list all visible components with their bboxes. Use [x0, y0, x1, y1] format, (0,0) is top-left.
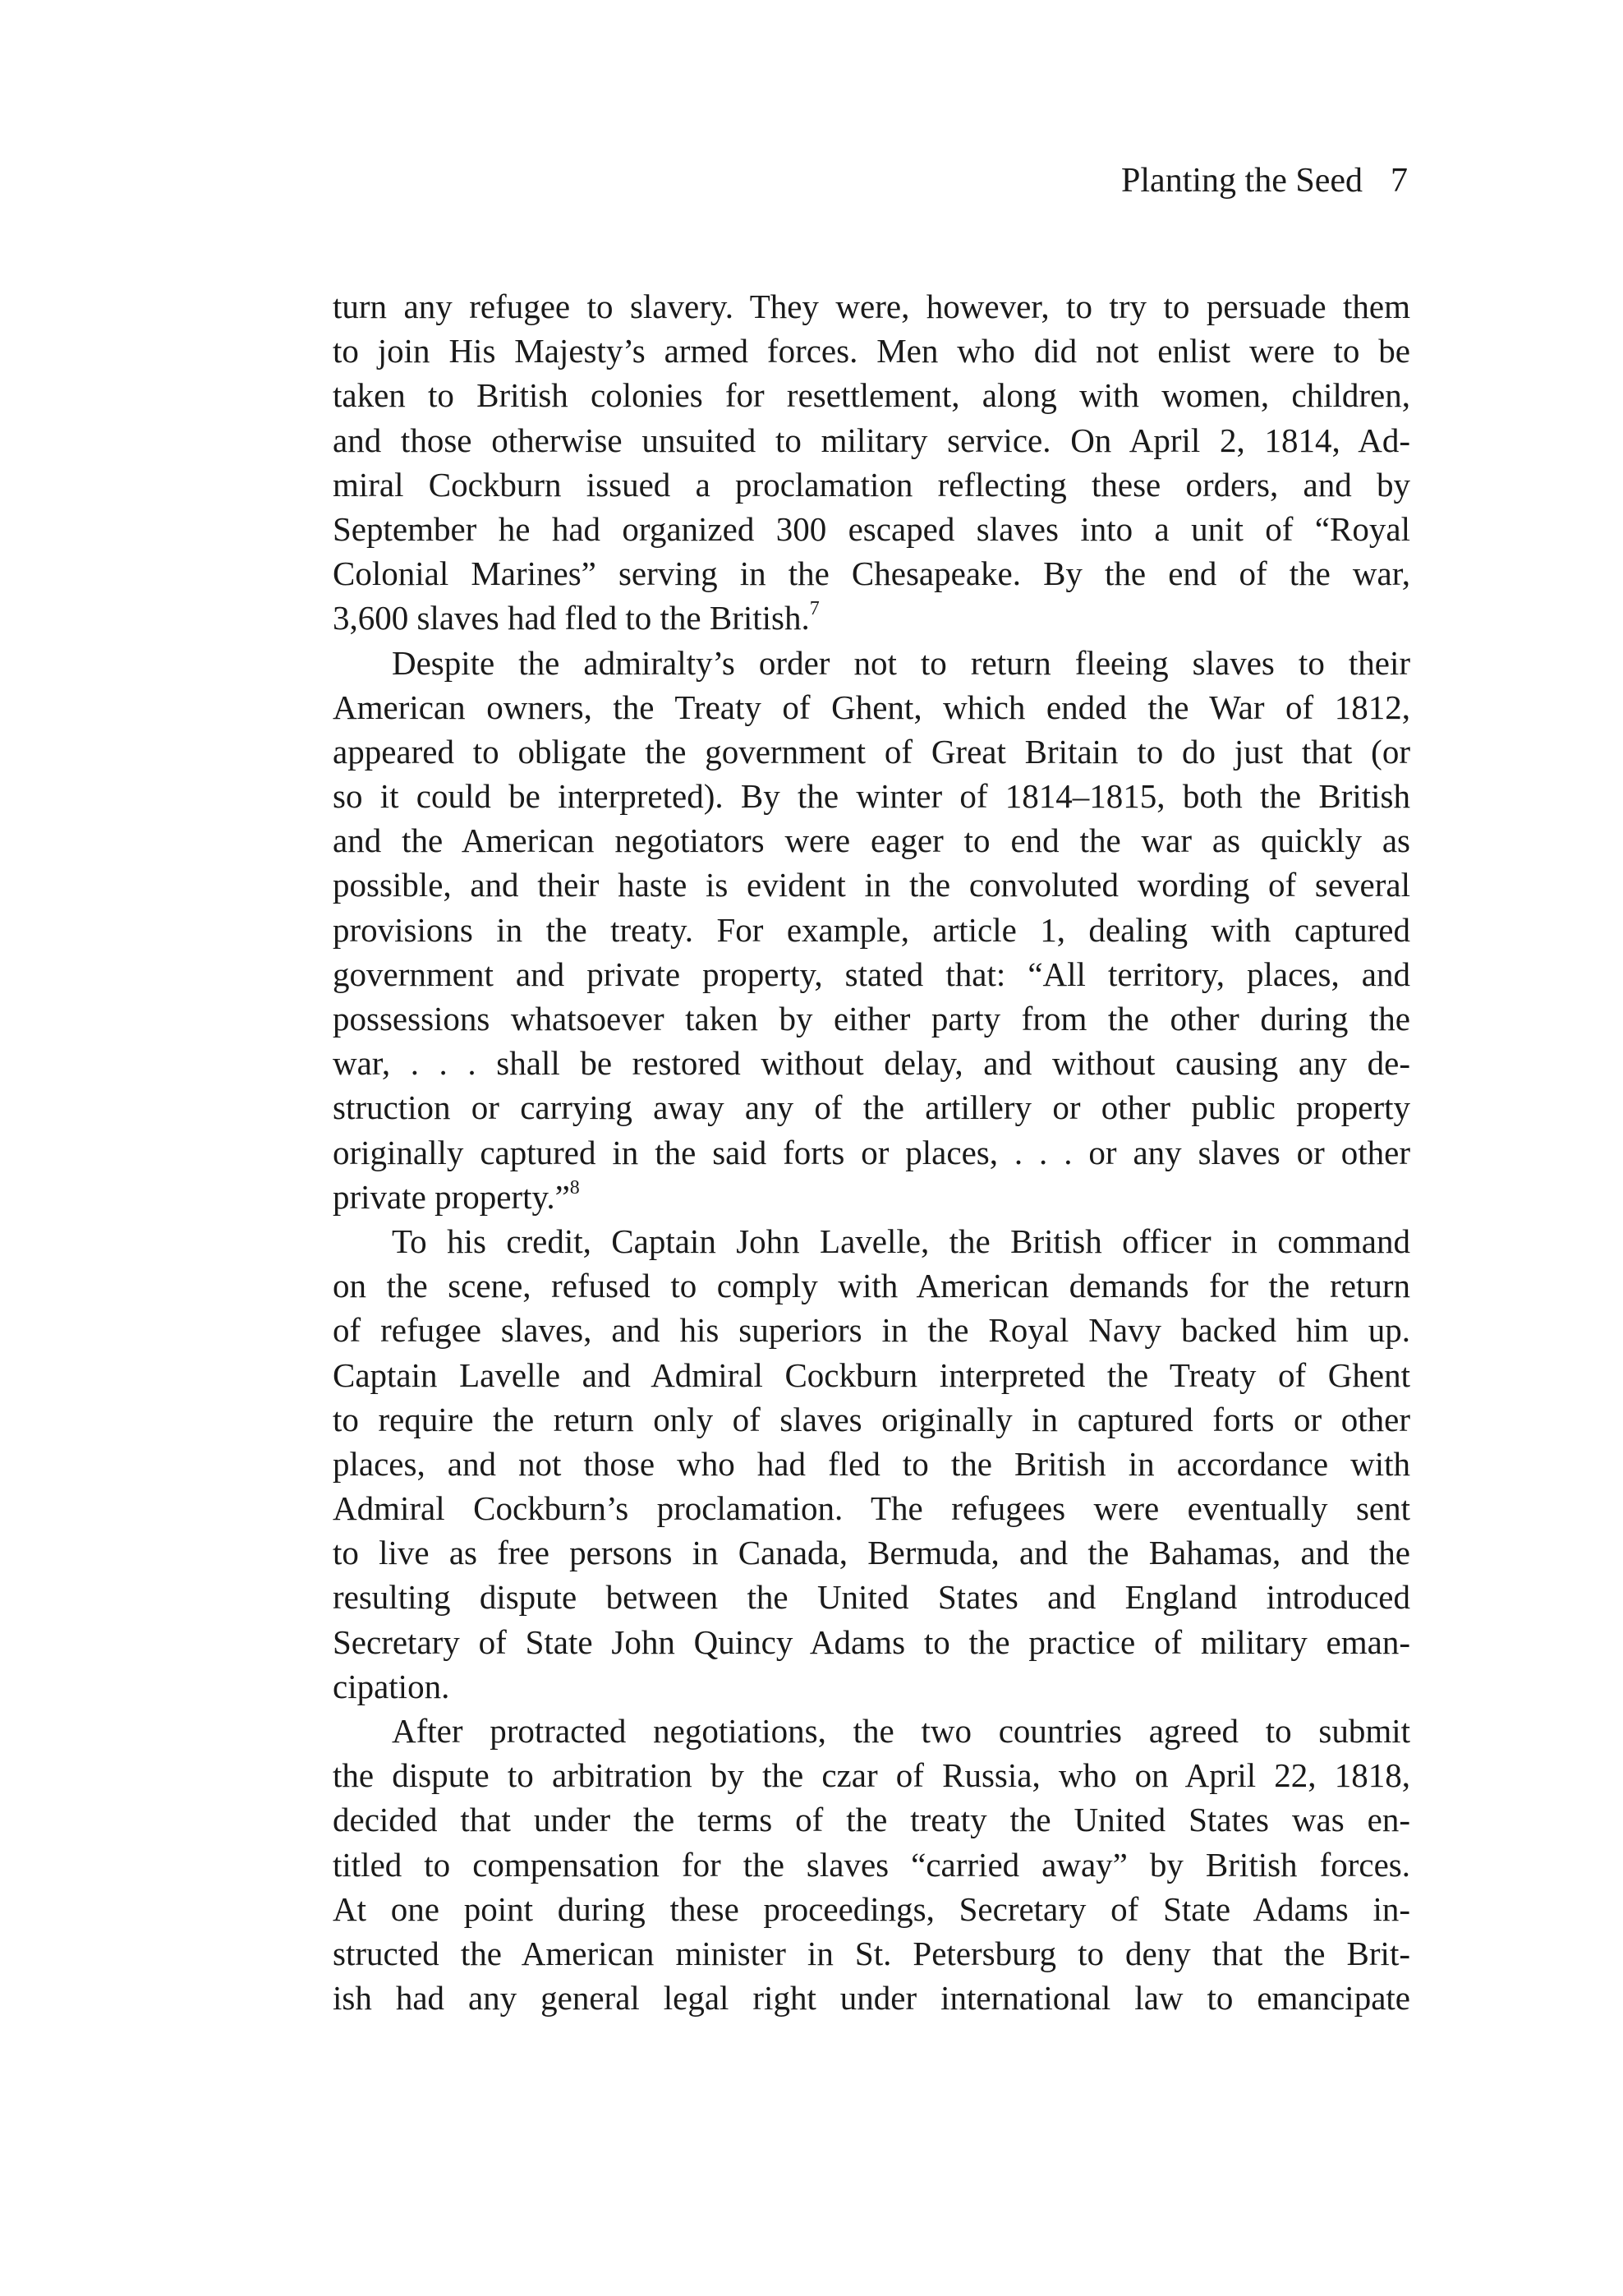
line-text: 3,600 slaves had fled to the British. [333, 599, 810, 637]
line-text: so it could be interpreted). By the winter of 1814–1815, both the British [333, 777, 1410, 816]
text-line [333, 1797, 1410, 1842]
paragraph [333, 1219, 1410, 1709]
paragraph [333, 1709, 1410, 2020]
text-line [333, 418, 1410, 462]
running-title: Planting the Seed [1121, 162, 1363, 200]
text-line [333, 729, 1410, 774]
text-line [333, 863, 1410, 907]
line-text: miral Cockburn issued a proclamation reflecting these orders, and by [333, 465, 1410, 504]
text-line [333, 1709, 1410, 1753]
text-line [333, 1219, 1410, 1263]
footnote-reference: 7 [809, 598, 820, 620]
text-line [333, 685, 1410, 729]
line-text: Captain Lavelle and Admiral Cockburn interpreted the Treaty of Ghent [333, 1355, 1410, 1394]
line-text: on the scene, refused to comply with American demands for the return [333, 1267, 1410, 1305]
line-text: struction or carrying away any of the artillery or other public property [333, 1088, 1410, 1127]
text-line [333, 818, 1410, 863]
text-line [333, 774, 1410, 818]
line-text: provisions in the treaty. For example, article 1, dealing with captured [333, 910, 1410, 949]
text-line [333, 1442, 1410, 1486]
line-text: Admiral Cockburn’s proclamation. The refugees were eventually sent [333, 1489, 1410, 1528]
text-line [333, 1085, 1410, 1130]
text-line [333, 1175, 1410, 1219]
line-text: to require the return only of slaves originally in captured forts or other [333, 1400, 1410, 1438]
line-text: American owners, the Treaty of Ghent, which ended the War of 1812, [333, 688, 1410, 726]
line-text: taken to British colonies for resettlement, along with women, children, [333, 376, 1410, 415]
paragraph [333, 641, 1410, 1219]
text-line [333, 284, 1410, 329]
line-text: At one point during these proceedings, Secretary of State Adams in- [333, 1889, 1410, 1928]
text-line [333, 1530, 1410, 1575]
running-header [1121, 161, 1408, 200]
text-line [333, 996, 1410, 1041]
text-line [333, 1664, 1410, 1709]
line-text: Despite the admiralty’s order not to return fleeing slaves to their [392, 643, 1410, 682]
line-text: to join His Majesty’s armed forces. Men who did not enlist were to be [333, 332, 1410, 370]
body-text [333, 284, 1410, 2020]
footnote-reference: 8 [569, 1176, 580, 1199]
line-text: originally captured in the said forts or places, . . . or any slaves or other [333, 1133, 1410, 1171]
text-line [333, 551, 1410, 596]
line-text: of refugee slaves, and his superiors in the Royal Navy backed him up. [333, 1311, 1410, 1350]
line-text: places, and not those who had fled to the British in accordance with [333, 1444, 1410, 1483]
text-line [333, 507, 1410, 551]
line-text: turn any refugee to slavery. They were, however, to try to persuade them [333, 288, 1410, 325]
text-line [333, 1353, 1410, 1397]
text-line [333, 1843, 1410, 1887]
line-text: appeared to obligate the government of Great Britain to do just that (or [333, 732, 1410, 771]
text-line [333, 1486, 1410, 1530]
line-text: After protracted negotiations, the two countries agreed to submit [392, 1712, 1410, 1750]
text-line [333, 1308, 1410, 1352]
text-line [333, 1931, 1410, 1976]
line-text: cipation. [333, 1667, 450, 1705]
text-line [333, 1263, 1410, 1308]
text-line [333, 1753, 1410, 1797]
text-line [333, 1887, 1410, 1931]
text-line [333, 908, 1410, 952]
line-text: To his credit, Captain John Lavelle, the British officer in command [392, 1222, 1410, 1260]
text-line [333, 1976, 1410, 2020]
line-text: and the American negotiators were eager to end the war as quickly as [333, 821, 1410, 860]
line-text: war, . . . shall be restored without delay, and without causing any de- [333, 1044, 1410, 1083]
line-text: government and private property, stated that: “All territory, places, and [333, 955, 1410, 993]
text-line [333, 596, 1410, 640]
text-line [333, 329, 1410, 373]
text-line [333, 373, 1410, 417]
text-line [333, 1130, 1410, 1175]
page-number: 7 [1391, 162, 1408, 200]
text-line [333, 1397, 1410, 1442]
line-text: to live as free persons in Canada, Bermuda, and the Bahamas, and the [333, 1534, 1410, 1572]
line-text: decided that under the terms of the treaty the United States was en- [333, 1801, 1410, 1839]
line-text: titled to compensation for the slaves “carried away” by British forces. [333, 1845, 1410, 1884]
text-line [333, 952, 1410, 996]
line-text: resulting dispute between the United States and England introduced [333, 1578, 1410, 1617]
paragraph [333, 284, 1410, 641]
line-text: structed the American minister in St. Petersburg to deny that the Brit- [333, 1934, 1410, 1972]
line-text: private property.” [333, 1177, 570, 1216]
text-line [333, 1575, 1410, 1619]
line-text: the dispute to arbitration by the czar of Russia, who on April 22, 1818, [333, 1756, 1410, 1795]
line-text: and those otherwise unsuited to military service. On April 2, 1814, Ad- [333, 421, 1410, 459]
text-line [333, 641, 1410, 685]
line-text: possible, and their haste is evident in the convoluted wording of several [333, 866, 1410, 904]
line-text: Secretary of State John Quincy Adams to the practice of military eman- [333, 1622, 1410, 1661]
line-text: possessions whatsoever taken by either party from the other during the [333, 1000, 1410, 1038]
text-line [333, 1620, 1410, 1664]
line-text: Colonial Marines” serving in the Chesapeake. By the end of the war, [333, 554, 1410, 593]
line-text: September he had organized 300 escaped slaves into a unit of “Royal [333, 509, 1410, 548]
line-text: ish had any general legal right under international law to emancipate [333, 1979, 1410, 2018]
text-line [333, 1041, 1410, 1085]
text-line [333, 462, 1410, 507]
